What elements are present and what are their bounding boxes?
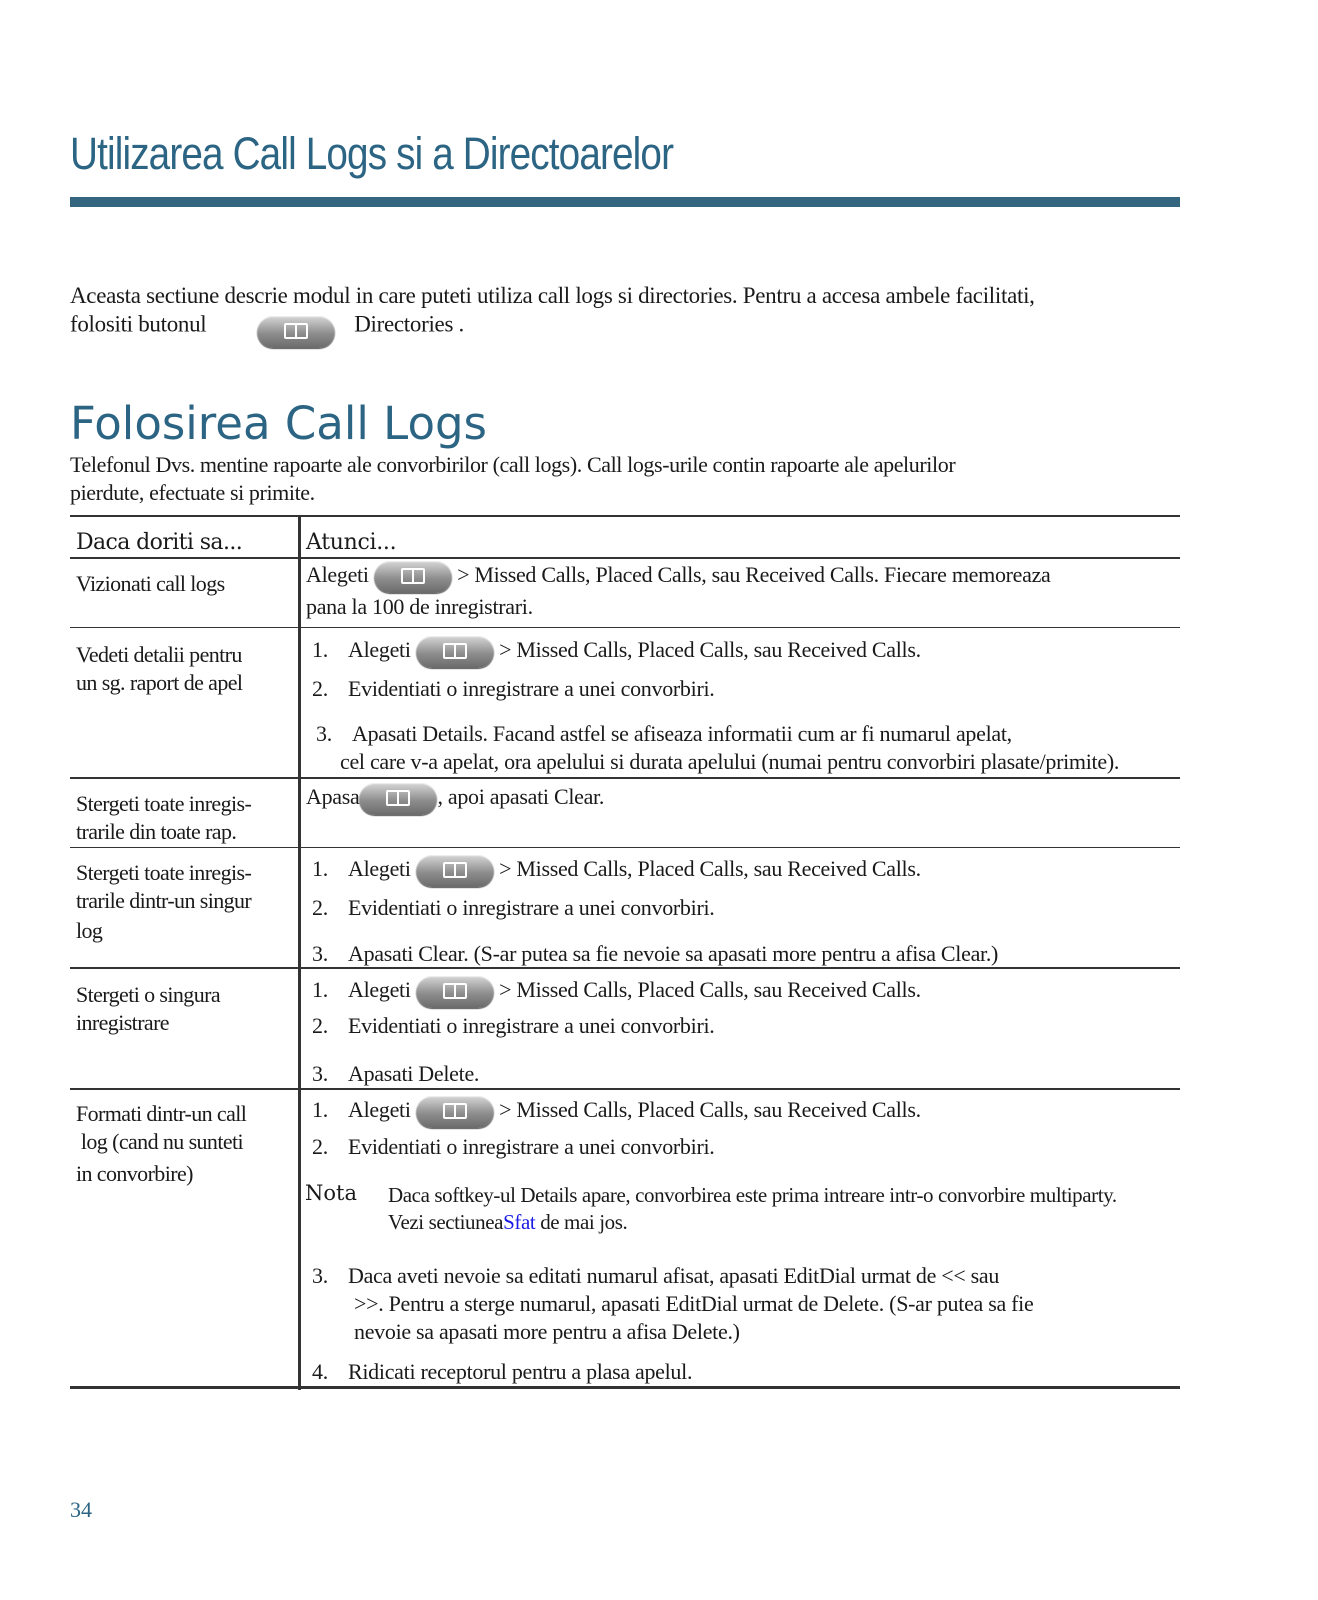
intro-suffix: Directories .	[354, 311, 464, 337]
row6-left	[76, 1100, 296, 1188]
row5-left	[76, 981, 296, 1037]
step-text: Evidentiati o inregistrare a unei convorbiri.	[348, 676, 715, 701]
row6-left-line-1: Formati dintr-un call	[76, 1101, 247, 1126]
row3-prefix: Apasa	[306, 784, 360, 810]
step-text: Apasati Delete.	[348, 1061, 480, 1086]
step-number: 2.	[312, 895, 328, 920]
row5-step-3	[306, 1060, 479, 1088]
col2-header: Atunci...	[306, 530, 397, 555]
directories-button-icon	[416, 855, 494, 887]
step-number: 1.	[312, 856, 328, 882]
row1-text-1: > Missed Calls, Placed Calls, sau Received Calls. Fiecare memoreaza	[457, 562, 1051, 588]
directories-button-icon	[359, 783, 437, 815]
row-divider	[70, 1088, 1180, 1090]
row6-step-3	[306, 1262, 1033, 1346]
section-paragraph-line-2: pierdute, efectuate si primite.	[70, 480, 315, 505]
step-text: > Missed Calls, Placed Calls, sau Received Calls.	[499, 977, 921, 1003]
row6-step-1	[306, 1096, 921, 1128]
row2-left-line-2: un sg. raport de apel	[76, 670, 243, 695]
note-prefix: Vezi sectiunea	[388, 1210, 504, 1234]
step-number: 3.	[312, 941, 328, 966]
note-line-2	[388, 1209, 1117, 1236]
row4-left-line-3: log	[76, 918, 103, 943]
directories-button-icon	[374, 561, 452, 593]
step-text: > Missed Calls, Placed Calls, sau Received Calls.	[499, 1097, 921, 1123]
step-number: 2.	[312, 1134, 328, 1159]
step-number: 1.	[312, 977, 328, 1003]
col1-header: Daca doriti sa...	[76, 530, 243, 555]
row3-left-line-2: trarile din toate rap.	[76, 819, 237, 844]
row3-left-line-1: Stergeti toate inregis-	[76, 791, 252, 816]
step-text: Daca aveti nevoie sa editati numarul afisat, apasati EditDial urmat de << sau	[348, 1263, 1000, 1288]
step-text: Evidentiati o inregistrare a unei convorbiri.	[348, 1134, 715, 1159]
table-column-divider	[298, 516, 301, 1390]
section-heading: Folosirea Call Logs	[70, 397, 487, 450]
row-divider	[70, 627, 1180, 628]
step-text: > Missed Calls, Placed Calls, sau Received Calls.	[499, 856, 921, 882]
row3-left	[76, 790, 296, 846]
row1-right	[306, 561, 1051, 621]
step-text: Evidentiati o inregistrare a unei convorbiri.	[348, 1013, 715, 1038]
table-header-rule	[70, 557, 1180, 559]
row1-left: Vizionati call logs	[76, 571, 225, 596]
sfat-link[interactable]: Sfat	[503, 1210, 536, 1234]
step-prefix: Alegeti	[348, 977, 411, 1003]
directories-button-icon	[416, 636, 494, 668]
row2-step-2	[306, 675, 714, 703]
row5-left-line-2: inregistrare	[76, 1010, 169, 1035]
row5-step-2	[306, 1012, 714, 1040]
step-text: > Missed Calls, Placed Calls, sau Received Calls.	[499, 637, 921, 663]
table-bottom-rule	[70, 1386, 1180, 1389]
step-text-cont: >>. Pentru a sterge numarul, apasati EditDial urmat de Delete. (S-ar putea sa fie	[354, 1291, 1034, 1316]
step-number: 4.	[312, 1359, 328, 1384]
row3-right	[306, 783, 604, 815]
row2-left-line-1: Vedeti detalii pentru	[76, 642, 242, 667]
note-suffix: de mai jos.	[540, 1210, 628, 1234]
row4-step-2	[306, 894, 714, 922]
row2-step-1	[306, 636, 921, 668]
row5-left-line-1: Stergeti o singura	[76, 982, 220, 1007]
row4-left	[76, 859, 296, 945]
note-line-1: Daca softkey-ul Details apare, convorbirea este prima intreare intr-o convorbire multiparty.	[388, 1183, 1117, 1207]
note-label: Nota	[305, 1181, 357, 1205]
step-prefix: Alegeti	[348, 1097, 411, 1123]
section-paragraph-line-1: Telefonul Dvs. mentine rapoarte ale convorbirilor (call logs). Call logs-urile contin rapoarte ale apelurilor	[70, 452, 956, 477]
row3-text: , apoi apasati Clear.	[437, 784, 605, 810]
step-text: Apasati Details. Facand astfel se afiseaza informatii cum ar fi numarul apelat,	[352, 721, 1012, 746]
row1-prefix: Alegeti	[306, 562, 369, 588]
note-text	[388, 1182, 1117, 1236]
step-text: Ridicati receptorul pentru a plasa apelul.	[348, 1359, 693, 1384]
row6-left-line-3: in convorbire)	[76, 1161, 193, 1186]
intro-prefix: folositi butonul	[70, 311, 207, 337]
row6-step-2	[306, 1133, 714, 1161]
step-text-cont: cel care v-a apelat, ora apelului si durata apelului (numai pentru convorbiri plasate/primite).	[340, 749, 1120, 774]
row4-left-line-2: trarile dintr-un singur	[76, 888, 252, 913]
row6-step-4	[306, 1358, 692, 1386]
section-paragraph	[70, 451, 1230, 507]
step-number: 2.	[312, 676, 328, 701]
row1-text-2: pana la 100 de inregistrari.	[306, 594, 533, 619]
page-number: 34	[70, 1497, 92, 1522]
step-number: 3.	[316, 721, 332, 746]
directories-button-icon	[416, 976, 494, 1008]
row4-step-1	[306, 855, 921, 887]
row6-left-line-2: log (cand nu sunteti	[76, 1129, 244, 1154]
table-top-rule	[70, 515, 1180, 517]
intro-line-2	[70, 310, 1270, 342]
step-text: Apasati Clear. (S-ar putea sa fie nevoie sa apasati more pentru a afisa Clear.)	[348, 941, 999, 966]
directories-button-icon	[416, 1096, 494, 1128]
step-number: 3.	[312, 1263, 328, 1288]
row2-step-3	[310, 720, 1119, 776]
directories-button-icon	[257, 316, 335, 348]
row4-left-line-1: Stergeti toate inregis-	[76, 860, 252, 885]
row4-step-3	[306, 940, 998, 968]
row-divider	[70, 847, 1180, 848]
step-number: 2.	[312, 1013, 328, 1038]
step-number: 3.	[312, 1061, 328, 1086]
row-divider	[70, 777, 1180, 779]
title-rule	[70, 197, 1180, 207]
step-number: 1.	[312, 1097, 328, 1123]
step-prefix: Alegeti	[348, 637, 411, 663]
row5-step-1	[306, 976, 921, 1008]
row2-left	[76, 641, 296, 697]
step-prefix: Alegeti	[348, 856, 411, 882]
step-number: 1.	[312, 637, 328, 663]
step-text-cont: nevoie sa apasati more pentru a afisa Delete.)	[354, 1319, 740, 1344]
step-text: Evidentiati o inregistrare a unei convorbiri.	[348, 895, 715, 920]
intro-paragraph	[70, 282, 1270, 342]
page-title: Utilizarea Call Logs si a Directoarelor	[70, 128, 674, 179]
intro-line-1: Aceasta sectiune descrie modul in care puteti utiliza call logs si directories. Pentru a accesa ambele facilitati,	[70, 283, 1035, 308]
